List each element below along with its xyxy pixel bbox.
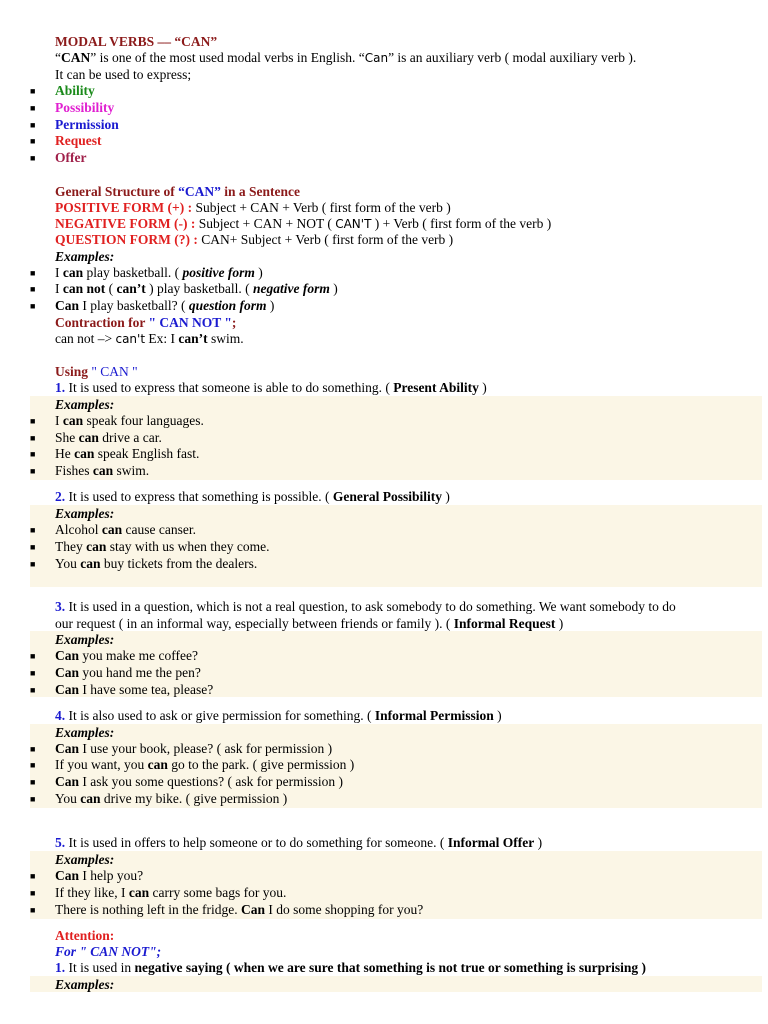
use-item-request: Request — [55, 133, 102, 148]
use-item-ability: Ability — [55, 83, 95, 98]
intro-line-2: It can be used to express; — [55, 67, 192, 82]
bullet: ■ — [30, 301, 36, 311]
attention-line: 1. It is used in negative saying ( when we are sure that something is not true or something is surprising ) — [55, 960, 647, 975]
structure-heading: General Structure of “CAN” in a Sentence — [55, 184, 300, 199]
bullet: ■ — [30, 86, 36, 96]
list-item: Can I have some tea, please? — [55, 682, 214, 697]
attention-heading: Attention: — [55, 928, 115, 943]
intro-line: “CAN” is one of the most used modal verbs in English. “Can” is an auxiliary verb ( modal auxiliary verb ). — [55, 50, 637, 65]
list-item: Can you make me coffee? — [55, 648, 198, 663]
list-item: Fishes can swim. — [55, 463, 150, 478]
list-item: I can not ( can’t ) play basketball. ( negative form ) — [55, 281, 338, 296]
list-item: Can I play basketball? ( question form ) — [55, 298, 275, 313]
bullet: ■ — [30, 685, 36, 695]
list-item: If they like, I can carry some bags for you. — [55, 885, 287, 900]
section-3-line-1: 3. It is used in a question, which is not a real question, to ask somebody to do something. We want somebody to do — [55, 599, 676, 614]
bullet: ■ — [30, 760, 36, 770]
examples-label: Examples: — [55, 506, 115, 521]
section-2-line: 2. It is used to express that something is possible. ( General Possibility ) — [55, 489, 450, 504]
bullet: ■ — [30, 433, 36, 443]
using-heading: Using " CAN " — [55, 364, 138, 379]
list-item: Can you hand me the pen? — [55, 665, 201, 680]
bullet: ■ — [30, 136, 36, 146]
bullet: ■ — [30, 153, 36, 163]
bullet: ■ — [30, 888, 36, 898]
list-item: Can I use your book, please? ( ask for permission ) — [55, 741, 333, 756]
list-item: I can play basketball. ( positive form ) — [55, 265, 263, 280]
list-item: Can I ask you some questions? ( ask for permission ) — [55, 774, 343, 789]
bullet: ■ — [30, 794, 36, 804]
section-4-line: 4. It is also used to ask or give permission for something. ( Informal Permission ) — [55, 708, 502, 723]
bullet: ■ — [30, 542, 36, 552]
list-item: Alcohol can cause canser. — [55, 522, 196, 537]
page-title — [55, 34, 762, 50]
structure-examples-label: Examples: — [55, 249, 115, 264]
examples-label: Examples: — [55, 632, 115, 647]
bullet: ■ — [30, 284, 36, 294]
negative-form: NEGATIVE FORM (-) : Subject + CAN + NOT ( CAN'T ) + Verb ( first form of the verb ) — [55, 216, 552, 231]
bullet: ■ — [30, 120, 36, 130]
use-item-offer: Offer — [55, 150, 87, 165]
list-item: You can buy tickets from the dealers. — [55, 556, 258, 571]
question-form: QUESTION FORM (?) : CAN+ Subject + Verb ( first form of the verb ) — [55, 232, 454, 247]
list-item: I can speak four languages. — [55, 413, 204, 428]
list-item: Can I help you? — [55, 868, 144, 883]
contraction-heading: Contraction for " CAN NOT "; — [55, 315, 237, 330]
section-5-line: 5. It is used in offers to help someone or to do something for someone. ( Informal Offer ) — [55, 835, 543, 850]
list-item: They can stay with us when they come. — [55, 539, 270, 554]
bullet: ■ — [30, 559, 36, 569]
title-can: “CAN” — [174, 34, 218, 49]
bullet: ■ — [30, 449, 36, 459]
bullet: ■ — [30, 744, 36, 754]
list-item: There is nothing left in the fridge. Can I do some shopping for you? — [55, 902, 424, 917]
attention-for: For " CAN NOT"; — [55, 944, 162, 959]
bullet: ■ — [30, 103, 36, 113]
examples-label: Examples: — [55, 977, 115, 992]
bullet: ■ — [30, 651, 36, 661]
use-item-possibility: Possibility — [55, 100, 115, 115]
list-item: He can speak English fast. — [55, 446, 200, 461]
intro-can: CAN — [61, 50, 91, 65]
positive-form: POSITIVE FORM (+) : Subject + CAN + Verb ( first form of the verb ) — [55, 200, 451, 215]
examples-label: Examples: — [55, 852, 115, 867]
bullet: ■ — [30, 466, 36, 476]
use-item-permission: Permission — [55, 117, 119, 132]
contraction-line: can not –> can't Ex: I can’t swim. — [55, 331, 244, 346]
examples-label: Examples: — [55, 397, 115, 412]
section-1-line: 1. It is used to express that someone is able to do something. ( Present Ability ) — [55, 380, 487, 395]
list-item: If you want, you can go to the park. ( give permission ) — [55, 757, 355, 772]
bullet: ■ — [30, 777, 36, 787]
list-item: She can drive a car. — [55, 430, 162, 445]
bullet: ■ — [30, 268, 36, 278]
bullet: ■ — [30, 905, 36, 915]
bullet: ■ — [30, 416, 36, 426]
list-item: You can drive my bike. ( give permission ) — [55, 791, 288, 806]
bullet: ■ — [30, 871, 36, 881]
title-prefix: MODAL VERBS –– — [55, 34, 175, 49]
examples-label: Examples: — [55, 725, 115, 740]
bullet: ■ — [30, 668, 36, 678]
intro-can-mono: Can — [364, 51, 389, 65]
bullet: ■ — [30, 525, 36, 535]
section-3-line-2: our request ( in an informal way, especially between friends or family ). ( Informal Request ) — [55, 616, 564, 631]
